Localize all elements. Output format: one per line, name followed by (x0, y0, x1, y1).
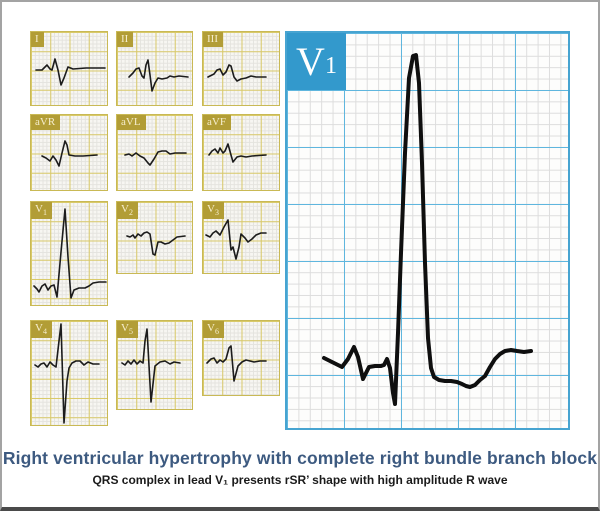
lead-label-i: I (31, 32, 44, 47)
lead-label-v6: $V_6$ (203, 321, 224, 338)
ecg-waveform-avf (203, 115, 281, 192)
ecg-lead-panel-v1 (30, 201, 108, 306)
ecg-lead-panel-avl (116, 114, 193, 191)
ecg-waveform-iii (203, 32, 281, 107)
ecg-lead-panel-v5 (116, 320, 193, 410)
ecg-waveform-v6 (203, 321, 281, 397)
ecg-lead-panel-v2 (116, 201, 193, 274)
ecg-waveform-v2 (117, 202, 194, 275)
ecg-waveform-v4 (31, 321, 109, 427)
ecg-waveform-v1-magnified (287, 33, 572, 432)
ecg-waveform-v3 (203, 202, 281, 275)
ecg-lead-panel-avr (30, 114, 108, 191)
lead-label-v2: $V_2$ (117, 202, 138, 219)
ecg-lead-panel-v6 (202, 320, 280, 396)
ecg-waveform-avr (31, 115, 109, 192)
ecg-waveform-v5 (117, 321, 194, 411)
ecg-waveform-ii (117, 32, 194, 107)
lead-label-v1: $V_1$ (31, 202, 52, 219)
lead-label-v5: $V_5$ (117, 321, 138, 338)
ecg-waveform-avl (117, 115, 194, 192)
lead-label-avr: aVR (31, 115, 60, 130)
ecg-waveform-v1 (31, 202, 109, 307)
ecg-lead-panel-i (30, 31, 108, 106)
lead-label-avl: aVL (117, 115, 146, 130)
lead-label-ii: II (117, 32, 133, 47)
figure-subtitle: QRS complex in lead V₁ presents rSR’ shape with high amplitude R wave (92, 473, 508, 487)
magnified-lead-panel-v1 (285, 31, 570, 430)
lead-label-v4: $V_4$ (31, 321, 52, 338)
lead-label-v3: $V_3$ (203, 202, 224, 219)
ecg-lead-panel-v3 (202, 201, 280, 274)
ecg-lead-panel-v4 (30, 320, 108, 426)
lead-label-avf: aVF (203, 115, 231, 130)
lead-label-iii: III (203, 32, 223, 47)
ecg-waveform-i (31, 32, 109, 107)
ecg-lead-panel-ii (116, 31, 193, 106)
ecg-lead-panel-avf (202, 114, 280, 191)
figure-title: Right ventricular hypertrophy with complete right bundle branch block (2, 448, 598, 468)
ecg-lead-panel-iii (202, 31, 280, 106)
lead-label-v1-magnified: V 1 (287, 33, 346, 90)
